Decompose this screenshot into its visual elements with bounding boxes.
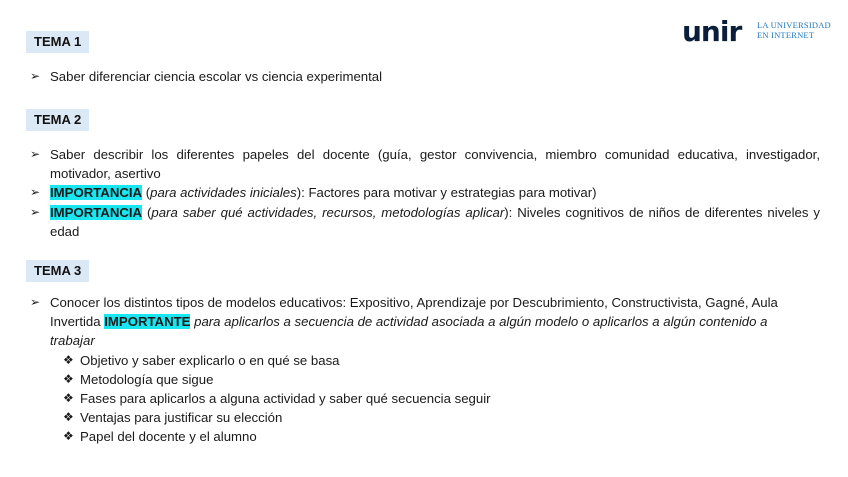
importance-highlight: IMPORTANCIA: [50, 204, 143, 220]
bullet-text: ): Niveles cognitivos de niños de diferentes niveles y edad: [50, 204, 821, 239]
tema-3-list: [30, 293, 800, 447]
list-item: [30, 293, 800, 351]
logo-tagline-line-1: LA UNIVERSIDAD: [757, 20, 831, 30]
bullet-text-paren: (: [142, 185, 151, 201]
sub-list-item: [30, 351, 800, 370]
logo-tagline-line-2: EN INTERNET: [757, 30, 815, 40]
arrow-bullet-icon: ➢: [30, 69, 41, 83]
sub-list-item: [30, 427, 800, 446]
bullet-text-italic: para actividades iniciales: [150, 185, 297, 201]
sub-list-item: [30, 408, 800, 427]
importance-highlight: IMPORTANTE: [104, 314, 191, 330]
bullet-text: Saber diferenciar ciencia escolar vs ciencia experimental: [50, 69, 383, 84]
arrow-bullet-icon: ➢: [30, 295, 41, 309]
diamond-bullet-icon: ❖: [63, 410, 74, 425]
list-item: [30, 67, 820, 86]
arrow-bullet-icon: ➢: [30, 185, 41, 200]
diamond-bullet-icon: ❖: [63, 352, 74, 367]
list-item: [30, 203, 820, 241]
sub-bullet-text: Ventajas para justificar su elección: [80, 410, 283, 426]
tema-2-list: [30, 145, 820, 241]
sub-bullet-text: Papel del docente y el alumno: [80, 429, 257, 445]
logo-tagline: [757, 20, 831, 40]
diamond-bullet-icon: ❖: [63, 371, 74, 386]
unir-logo: [682, 17, 832, 47]
importance-highlight: IMPORTANCIA: [50, 185, 143, 201]
sub-bullet-text: Fases para aplicarlos a alguna actividad y saber qué secuencia seguir: [80, 391, 491, 407]
diamond-bullet-icon: ❖: [63, 391, 74, 406]
bullet-text: Conocer los distintos tipos de modelos educativos: Expositivo, Aprendizaje por Descubrimiento, Constructivista, Gagné, Aula Invertida: [50, 295, 778, 330]
tema-3-heading: TEMA 3: [26, 260, 89, 282]
tema-2-heading: TEMA 2: [26, 109, 89, 131]
bullet-text: Saber describir los diferentes papeles del docente (guía, gestor convivencia, miembro comunidad educativa, investigador, motivador, asertivo: [50, 147, 820, 182]
sub-bullet-text: Objetivo y saber explicarlo o en qué se basa: [80, 352, 340, 368]
bullet-text: ): Factores para motivar y estrategias para motivar): [296, 185, 597, 201]
bullet-text-paren: (: [142, 204, 152, 220]
diamond-bullet-icon: ❖: [63, 429, 74, 444]
bullet-text-italic: para saber qué actividades, recursos, metodologías aplicar: [151, 204, 505, 220]
sub-list-item: [30, 389, 800, 408]
tema-1-list: [30, 67, 820, 86]
bullet-text-italic: para aplicarlos a secuencia de actividad asociada a algún modelo o aplicarlos a algún contenido a trabajar: [50, 314, 768, 349]
arrow-bullet-icon: ➢: [30, 147, 41, 161]
tema-1-heading: TEMA 1: [26, 31, 89, 53]
arrow-bullet-icon: ➢: [30, 204, 41, 219]
list-item: [30, 183, 820, 202]
sub-bullet-text: Metodología que sigue: [80, 371, 214, 387]
logo-wordmark: unir: [682, 15, 742, 48]
sub-list-item: [30, 370, 800, 389]
list-item: [30, 145, 820, 183]
